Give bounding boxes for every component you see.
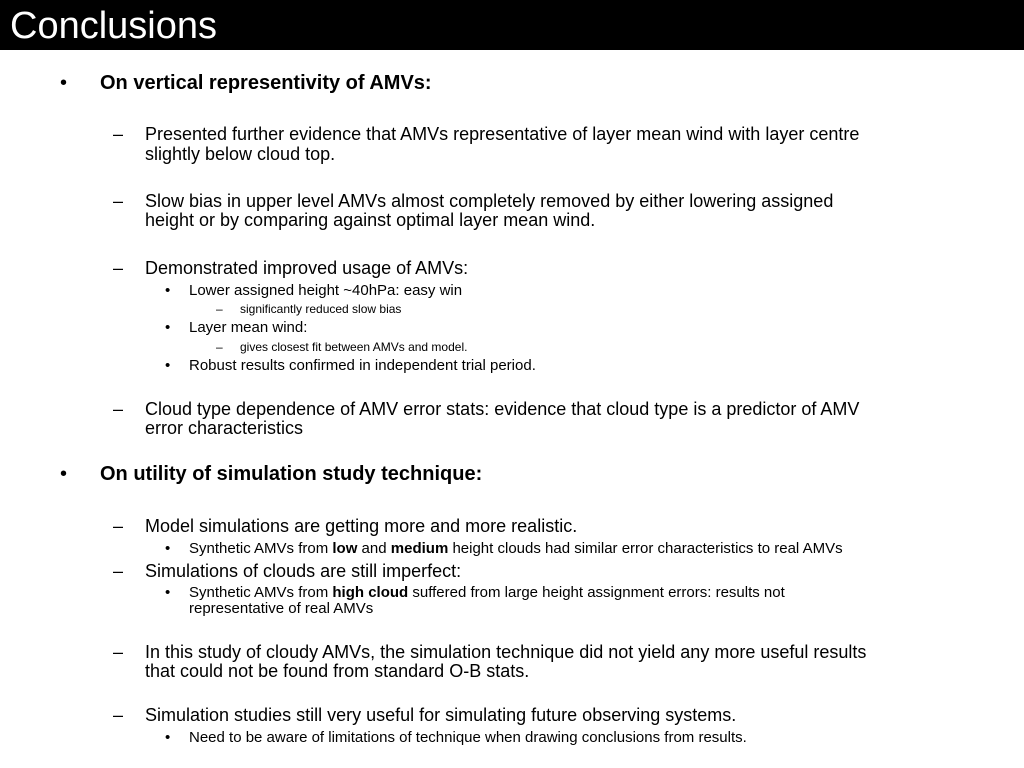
section1-point4-line1: Cloud type dependence of AMV error stats: evidence that cloud type is a predictor of AMV — [145, 399, 860, 419]
section2-point3-line1: In this study of cloudy AMVs, the simulation technique did not yield any more useful results — [145, 642, 867, 662]
dash-marker: – — [113, 258, 124, 278]
bullet-marker: • — [165, 319, 171, 336]
dash-marker: – — [113, 124, 124, 144]
dash-marker: – — [113, 399, 124, 419]
section1-point3-bullet1-sub: significantly reduced slow bias — [240, 302, 402, 316]
section2-point4-bullet1: Need to be aware of limitations of technique when drawing conclusions from results. — [189, 729, 747, 746]
section1-point3-bullet3: Robust results confirmed in independent trial period. — [189, 357, 536, 374]
dash-marker: – — [216, 340, 223, 354]
section2-heading: On utility of simulation study technique: — [100, 463, 483, 485]
bullet-marker: • — [165, 282, 171, 299]
bullet-marker: • — [60, 463, 68, 485]
slide-title: Conclusions — [10, 5, 217, 47]
dash-marker: – — [113, 191, 124, 211]
section1-point3-bullet2-sub: gives closest fit between AMVs and model. — [240, 340, 468, 354]
section1-heading: On vertical representivity of AMVs: — [100, 72, 432, 94]
section1-point3: Demonstrated improved usage of AMVs: — [145, 258, 469, 278]
dash-marker: – — [113, 642, 124, 662]
bullet-marker: • — [165, 584, 171, 601]
bullet-marker: • — [165, 540, 171, 557]
section2-point2: Simulations of clouds are still imperfect: — [145, 561, 462, 581]
section2-point2-bullet1-line2: representative of real AMVs — [189, 600, 374, 617]
dash-marker: – — [113, 705, 124, 725]
section2-point1-bullet1: Synthetic AMVs from low and medium height clouds had similar error characteristics to real AMVs — [189, 540, 843, 557]
title-bar — [0, 0, 1024, 50]
section1-point4-line2: error characteristics — [145, 418, 304, 438]
section2-point1: Model simulations are getting more and more realistic. — [145, 516, 578, 536]
section1-point2-line2: height or by comparing against optimal layer mean wind. — [145, 210, 596, 230]
section1-point1-line2: slightly below cloud top. — [145, 144, 336, 164]
bullet-marker: • — [165, 729, 171, 746]
section2-point2-bullet1-line1: Synthetic AMVs from high cloud suffered from large height assignment errors: results not — [189, 584, 785, 601]
dash-marker: – — [216, 302, 223, 316]
section2-point3-line2: that could not be found from standard O-B stats. — [145, 661, 530, 681]
emphasis-high-cloud: high cloud — [332, 584, 409, 601]
section1-point3-bullet2: Layer mean wind: — [189, 319, 308, 336]
section1-point3-bullet1: Lower assigned height ~40hPa: easy win — [189, 282, 463, 299]
section2-point4: Simulation studies still very useful for simulating future observing systems. — [145, 705, 737, 725]
bullet-marker: • — [60, 72, 68, 94]
section1-point2-line1: Slow bias in upper level AMVs almost completely removed by either lowering assigned — [145, 191, 834, 211]
emphasis-low: low — [332, 540, 358, 557]
dash-marker: – — [113, 561, 124, 581]
dash-marker: – — [113, 516, 124, 536]
bullet-marker: • — [165, 357, 171, 374]
emphasis-medium: medium — [390, 540, 449, 557]
section1-point1-line1: Presented further evidence that AMVs representative of layer mean wind with layer centre — [145, 124, 860, 144]
